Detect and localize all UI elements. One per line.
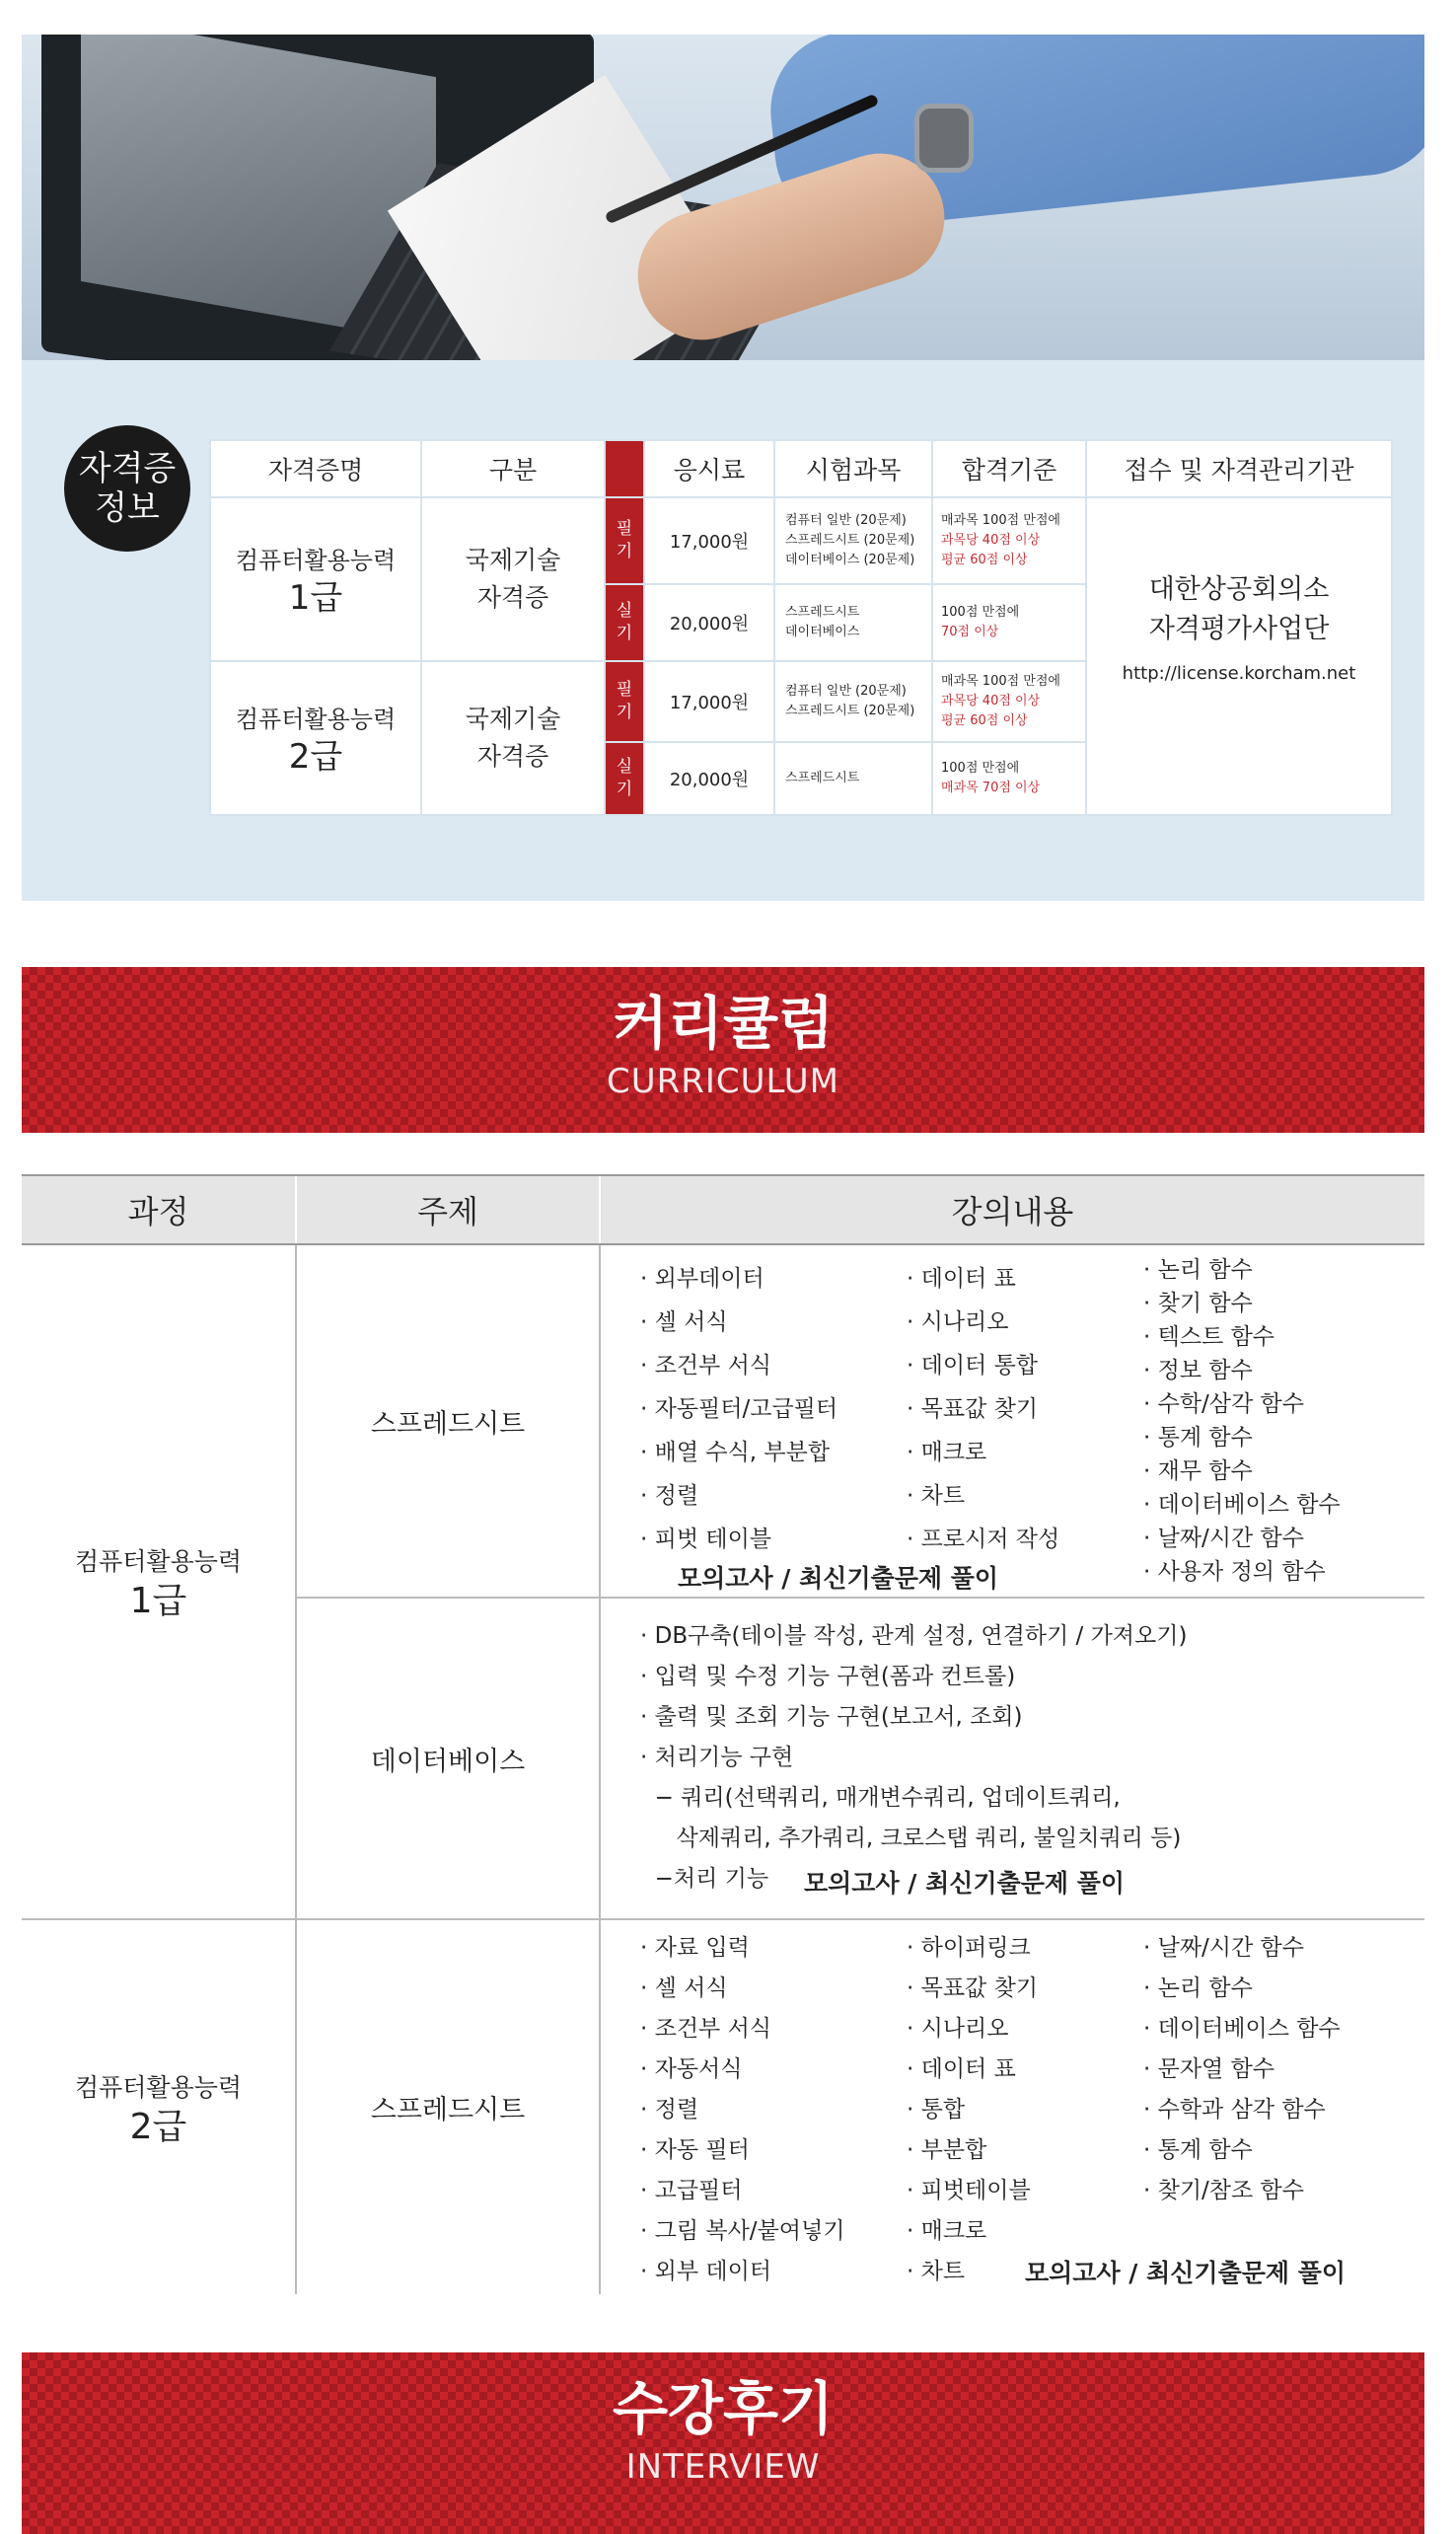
- written-subjects-2: 컴퓨터 일반 (20문제) 스프레드시트 (20문제): [774, 661, 932, 742]
- course-level2: 컴퓨터활용능력 2급: [22, 1919, 296, 2294]
- written-subjects-1: 컴퓨터 일반 (20문제) 스프레드시트 (20문제) 데이터베이스 (20문제): [774, 497, 932, 584]
- hero-photo: [22, 35, 1424, 360]
- content-list-1a: [640, 1257, 837, 1561]
- cert-name-1: 컴퓨터활용능력 1급: [210, 497, 421, 661]
- content-item: · 문자열 함수: [1143, 2056, 1275, 2082]
- content-item: · 셀 서식: [640, 1309, 728, 1335]
- content-item: · 데이터 통합: [907, 1353, 1039, 1379]
- content-list-2a: [640, 1928, 844, 2292]
- content-item: · 처리기능 구현: [640, 1745, 794, 1770]
- content-item: · 데이터 표: [907, 2056, 1016, 2082]
- header-content: 강의내용: [600, 1175, 1424, 1244]
- topic-database: 데이터베이스: [296, 1598, 600, 1919]
- practical-fee-2: 20,000원: [644, 742, 774, 815]
- content-item: 삭제쿼리, 추가쿼리, 크로스탭 쿼리, 불일치쿼리 등): [640, 1826, 1182, 1851]
- content-list-db: [640, 1616, 1187, 1900]
- interview-title: 수강후기: [612, 2375, 835, 2442]
- mock-exam-db: 모의고사 / 최신기출문제 풀이: [804, 1869, 1126, 1898]
- written-pass-2: 매과목 100점 만점에 과목당 40점 이상 평균 60점 이상: [932, 661, 1086, 742]
- org-url[interactable]: http://license.korcham.net: [1122, 662, 1356, 684]
- content-item: · 정보 함수: [1143, 1358, 1253, 1383]
- content-item: · 피벗테이블: [907, 2178, 1031, 2203]
- topic-spreadsheet-2: 스프레드시트: [296, 1919, 600, 2294]
- header-course: 과정: [22, 1175, 296, 1244]
- content-item: · 시나리오: [907, 2016, 1009, 2042]
- written-pass-1: 매과목 100점 만점에 과목당 40점 이상 평균 60점 이상: [932, 497, 1086, 584]
- content-item: · 고급필터: [640, 2178, 743, 2203]
- header-topic: 주제: [296, 1175, 600, 1244]
- content-item: · 통계 함수: [1143, 1425, 1253, 1451]
- content-item: · 찾기/참조 함수: [1143, 2178, 1304, 2203]
- content-item: − 쿼리(선택쿼리, 매개변수쿼리, 업데이트쿼리,: [640, 1785, 1121, 1811]
- content-item: · 정렬: [640, 2097, 699, 2123]
- content-list-2b: [907, 1928, 1038, 2292]
- written-fee-1: 17,000원: [644, 497, 774, 584]
- content-item: · 매크로: [907, 2218, 987, 2244]
- content-item: · 조건부 서식: [640, 1353, 772, 1379]
- header-type: 구분: [421, 440, 605, 497]
- header-subjects: 시험과목: [774, 440, 932, 497]
- content-item: · 시나리오: [907, 1309, 1009, 1335]
- written-fee-2: 17,000원: [644, 661, 774, 742]
- header-pass: 합격기준: [932, 440, 1086, 497]
- qualification-table: [209, 439, 1393, 816]
- content-database: [600, 1598, 1424, 1919]
- content-item: · 논리 함수: [1143, 1975, 1253, 2001]
- topic-spreadsheet-1: 스프레드시트: [296, 1244, 600, 1598]
- content-item: · 외부 데이터: [640, 2259, 772, 2284]
- cert-type-1: 국제기술 자격증: [421, 497, 605, 661]
- content-list-1c: [1143, 1253, 1341, 1589]
- header-blank: [605, 440, 644, 497]
- interview-subtitle: INTERVIEW: [625, 2447, 821, 2487]
- content-item: · 데이터베이스 함수: [1143, 2016, 1341, 2042]
- watch-illustration: [914, 104, 974, 173]
- header-org: 접수 및 자격관리기관: [1086, 440, 1392, 497]
- content-item: · 차트: [907, 2259, 966, 2284]
- curriculum-table: [22, 1174, 1424, 2294]
- content-item: · 배열 수식, 부분합: [640, 1440, 831, 1465]
- content-item: · 피벗 테이블: [640, 1527, 772, 1552]
- content-item: · 사용자 정의 함수: [1143, 1559, 1326, 1585]
- content-item: · 차트: [907, 1483, 966, 1509]
- content-item: · 자료 입력: [640, 1935, 750, 1961]
- content-item: · 데이터 표: [907, 1266, 1016, 1292]
- content-item: · 외부데이터: [640, 1266, 764, 1292]
- content-item: · 수학과 삼각 함수: [1143, 2097, 1326, 2123]
- content-item: · 재무 함수: [1143, 1458, 1253, 1484]
- content-item: · 자동 필터: [640, 2137, 750, 2163]
- content-item: · 텍스트 함수: [1143, 1324, 1275, 1350]
- interview-banner: [22, 2352, 1424, 2534]
- content-item: · 자동서식: [640, 2056, 743, 2082]
- practical-fee-1: 20,000원: [644, 584, 774, 661]
- content-item: · 수학/삼각 함수: [1143, 1391, 1304, 1417]
- content-item: · 통계 함수: [1143, 2137, 1253, 2163]
- content-item: · 하이퍼링크: [907, 1935, 1031, 1961]
- content-item: · 자동필터/고급필터: [640, 1396, 838, 1422]
- mock-exam-2: 모의고사 / 최신기출문제 풀이: [1025, 2259, 1347, 2287]
- written-label-2: 필 기: [605, 661, 644, 742]
- org-name: 대한상공회의소 자격평가사업단: [1148, 573, 1330, 644]
- practical-label-1: 실 기: [605, 584, 644, 661]
- header-name: 자격증명: [210, 440, 421, 497]
- content-item: · 출력 및 조회 기능 구현(보고서, 조회): [640, 1704, 1023, 1730]
- curriculum-title: 커리큘럼: [612, 990, 835, 1057]
- practical-pass-2: 100점 만점에 매과목 70점 이상: [932, 742, 1086, 815]
- content-item: · 논리 함수: [1143, 1257, 1253, 1283]
- content-item: · 통합: [907, 2097, 966, 2123]
- mock-exam-1: 모의고사 / 최신기출문제 풀이: [678, 1564, 999, 1593]
- content-spreadsheet-2: [600, 1919, 1424, 2294]
- content-item: · DB구축(테이블 작성, 관계 설정, 연결하기 / 가져오기): [640, 1623, 1188, 1649]
- content-item: · 날짜/시간 함수: [1143, 1935, 1304, 1961]
- content-list-2c: [1143, 1928, 1341, 2211]
- practical-subjects-1: 스프레드시트 데이터베이스: [774, 584, 932, 661]
- content-list-1b: [907, 1257, 1059, 1561]
- content-item: · 부분합: [907, 2137, 987, 2163]
- header-fee: 응시료: [644, 440, 774, 497]
- written-label-1: 필 기: [605, 497, 644, 584]
- content-item: · 셀 서식: [640, 1975, 728, 2001]
- content-item: · 프로시저 작성: [907, 1527, 1060, 1552]
- content-item: · 데이터베이스 함수: [1143, 1492, 1341, 1518]
- org-cell: [1086, 497, 1392, 815]
- content-item: · 매크로: [907, 1440, 987, 1465]
- cert-type-2: 국제기술 자격증: [421, 661, 605, 815]
- content-item: · 날짜/시간 함수: [1143, 1526, 1304, 1551]
- content-item: · 입력 및 수정 기능 구현(폼과 컨트롤): [640, 1664, 1016, 1689]
- cert-name-2: 컴퓨터활용능력 2급: [210, 661, 421, 815]
- curriculum-banner: [22, 967, 1424, 1133]
- content-item: −처리 기능: [640, 1866, 769, 1892]
- practical-pass-1: 100점 만점에 70점 이상: [932, 584, 1086, 661]
- course-level1: 컴퓨터활용능력 1급: [22, 1244, 296, 1919]
- content-item: · 목표값 찾기: [907, 1975, 1039, 2001]
- content-item: · 목표값 찾기: [907, 1396, 1039, 1422]
- practical-label-2: 실 기: [605, 742, 644, 815]
- practical-subjects-2: 스프레드시트: [774, 742, 932, 815]
- content-item: · 그림 복사/붙여넣기: [640, 2218, 845, 2244]
- curriculum-subtitle: CURRICULUM: [607, 1062, 839, 1101]
- qualification-badge: 자격증 정보: [64, 425, 190, 552]
- content-spreadsheet-1: [600, 1244, 1424, 1598]
- content-item: · 정렬: [640, 1483, 699, 1509]
- content-item: · 찾기 함수: [1143, 1291, 1253, 1316]
- content-item: · 조건부 서식: [640, 2016, 772, 2042]
